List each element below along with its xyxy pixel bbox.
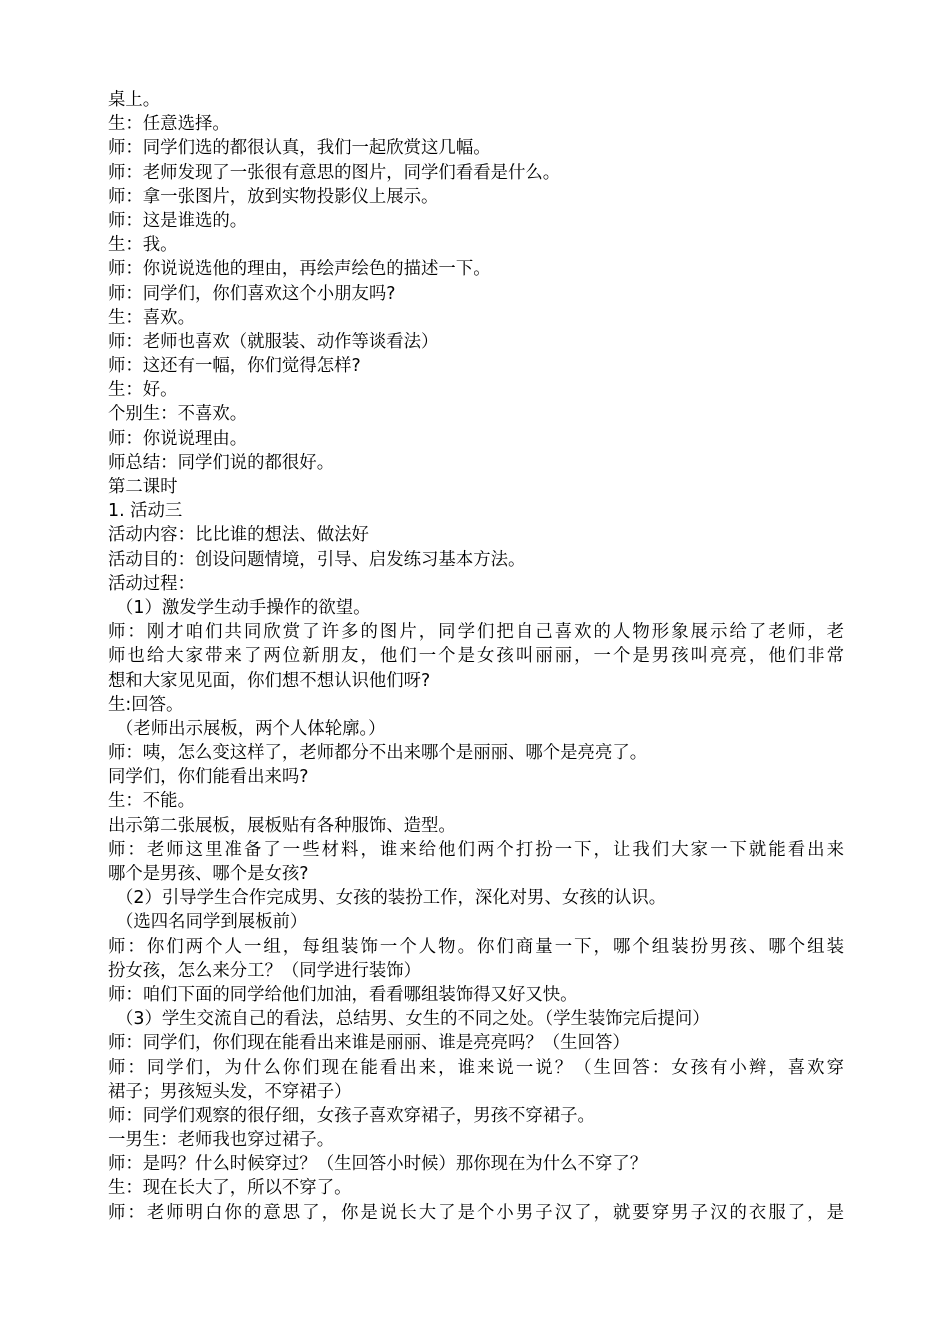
text-line: 裙子；男孩短头发，不穿裙子）: [108, 1081, 352, 1102]
text-line: 一男生：老师我也穿过裙子。: [108, 1130, 335, 1151]
text-line: 师：同学们选的都很认真，我们一起欣赏这几幅。: [108, 138, 491, 159]
text-line: 师总结：同学们说的都很好。: [108, 452, 335, 473]
text-line: 出示第二张展板，展板贴有各种服饰、造型。: [108, 815, 456, 836]
text-line: 活动目的：创设问题情境，引导、启发练习基本方法。: [108, 549, 526, 570]
text-line: 师：咦，怎么变这样了，老师都分不出来哪个是丽丽、哪个是亮亮了。: [108, 743, 648, 764]
text-line: 师：老师发现了一张很有意思的图片，同学们看看是什么。: [108, 162, 561, 183]
text-line: 活动内容：比比谁的想法、做法好: [108, 525, 369, 546]
step-heading: （2）引导学生合作完成男、女孩的装扮工作，深化对男、女孩的认识。: [116, 888, 667, 909]
text-line: 哪个是男孩、哪个是女孩?: [108, 864, 309, 884]
text-line: 师：你说说理由。: [108, 428, 248, 449]
step-heading: （1）激发学生动手操作的欲望。: [116, 597, 371, 618]
text-line: 生:回答。: [108, 694, 184, 715]
text-line: 师：同学们观察的很仔细，女孩子喜欢穿裙子，男孩不穿裙子。: [108, 1105, 595, 1126]
text-line: 师：同学们，为什么你们现在能看出来，谁来说一说？（生回答：女孩有小辫，喜欢穿: [108, 1057, 844, 1078]
text-line: 生：喜欢。: [108, 307, 195, 328]
activity-heading: 1. 活动三: [108, 501, 183, 522]
text-line: 师：这还有一幅，你们觉得怎样?: [108, 356, 361, 377]
text-line: 生：现在长大了，所以不穿了。: [108, 1178, 352, 1199]
text-line: 想和大家见见面，你们想不想认识他们呀?: [108, 670, 431, 691]
text-line: 生：好。: [108, 380, 178, 401]
text-line: 生：不能。: [108, 791, 195, 812]
document-body: [108, 88, 844, 1225]
text-line: 师：同学们，你们喜欢这个小朋友吗?: [108, 283, 396, 304]
text-line: 生：我。: [108, 235, 178, 256]
text-line: 师：咱们下面的同学给他们加油，看看哪组装饰得又好又快。: [108, 984, 578, 1005]
text-line: 活动过程：: [108, 573, 195, 594]
text-line: 个别生：不喜欢。: [108, 404, 248, 425]
text-line: 扮女孩，怎么来分工？（同学进行装饰）: [108, 960, 422, 981]
text-line: 师：你们两个人一组，每组装饰一个人物。你们商量一下，哪个组装扮男孩、哪个组装: [108, 936, 844, 957]
text-line: 师：是吗？什么时候穿过？（生回答小时候）那你现在为什么不穿了？: [108, 1154, 648, 1175]
text-line: 师：老师这里准备了一些材料，谁来给他们两个打扮一下，让我们大家一下就能看出来: [108, 839, 844, 860]
text-line: 师：老师也喜欢（就服装、动作等谈看法）: [108, 331, 439, 352]
section-heading: 第二课时: [108, 477, 178, 497]
text-line: （选四名同学到展板前）: [116, 912, 308, 933]
text-line: 生：任意选择。: [108, 114, 230, 135]
text-line: 师也给大家带来了两位新朋友，他们一个是女孩叫丽丽，一个是男孩叫亮亮，他们非常: [108, 646, 844, 667]
text-line: 师：老师明白你的意思了，你是说长大了是个小男子汉了，就要穿男子汉的衣服了，是: [108, 1202, 844, 1223]
text-line: 师：拿一张图片，放到实物投影仪上展示。: [108, 186, 439, 207]
text-line: 桌上。: [108, 90, 161, 110]
text-line: （老师出示展板，两个人体轮廓。）: [116, 718, 386, 739]
step-heading: （3）学生交流自己的看法，总结男、女生的不同之处。（学生装饰完后提问）: [116, 1009, 710, 1030]
text-line: 师：这是谁选的。: [108, 210, 248, 231]
text-line: 师：同学们，你们现在能看出来谁是丽丽、谁是亮亮吗？（生回答）: [108, 1033, 630, 1054]
text-line: 同学们，你们能看出来吗?: [108, 767, 309, 788]
text-line: 师：刚才咱们共同欣赏了许多的图片，同学们把自己喜欢的人物形象展示给了老师，老: [108, 622, 844, 643]
text-line: 师：你说说选他的理由，再绘声绘色的描述一下。: [108, 259, 491, 280]
